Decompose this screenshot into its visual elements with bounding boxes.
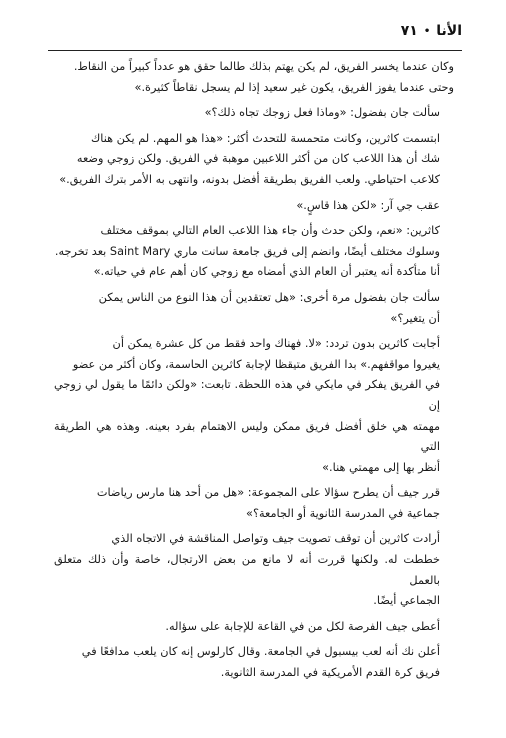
paragraph <box>54 529 454 611</box>
paragraph <box>54 483 454 524</box>
paragraph <box>54 196 454 217</box>
text-line: أرادت كاثرين أن توقف تصويت جيف وتواصل المناقشة في الاتجاه الذي <box>111 532 440 546</box>
body-text <box>54 57 454 684</box>
text-line: ابتسمت كاثرين، وكانت متحمسة للتحدث أكثر: «هذا هو المهم. لم يكن هناك <box>90 131 440 145</box>
text-line: أجابت كاثرين بدون تردد: «لا. فهناك واحد فقط من كل عشرة يمكن أن <box>112 337 440 351</box>
text-line: كلاعب احتياطي. ولعب الفريق بطريقة أفضل بدونه، وانتهى به الأمر بترك الفريق.» <box>59 172 440 186</box>
text-line: قرر جيف أن يطرح سؤالا على المجموعة: «هل من أحد هنا مارس رياضات <box>96 486 440 500</box>
text-line: خططت له. ولكنها قررت أنه لا مانع من بعض الارتجال، خاصة وأن ذلك متعلق بالعمل <box>54 553 440 587</box>
text-line: في الفريق يفكر في مايكي في هذه اللحظة. تابعت: «ولكن دائمًا ما يقول لي زوجي إن <box>54 378 440 412</box>
paragraph <box>54 642 454 683</box>
text-line: سألت جان بفضول: «وماذا فعل زوجك تجاه ذلك؟» <box>204 106 440 120</box>
header-separator: • <box>423 25 431 37</box>
paragraph <box>54 334 454 478</box>
chapter-title: الأنا <box>436 23 462 39</box>
text-line: كاثرين: «نعم، ولكن حدث وأن جاء هذا اللاعب العام التالي بموقف مختلف <box>100 224 440 238</box>
text-line: أن يتغير؟» <box>390 311 440 325</box>
text-line: وحتى عندما يفوز الفريق، يكون غير سعيد إذا لم يسجل نقاطاً كثيرة.» <box>134 80 454 94</box>
text-line: وكان عندما يخسر الفريق، لم يكن يهتم بذلك طالما حقق هو عدداً كبيراً من النقاط. <box>73 60 454 73</box>
paragraph <box>54 288 454 329</box>
text-line: عقب جي آر: «لكن هذا قاسٍ.» <box>296 198 440 212</box>
text-line: سألت جان بفضول مرة أخرى: «هل تعتقدين أن هذا النوع من الناس يمكن <box>98 290 440 304</box>
text-line: أعطى جيف الفرصة لكل من في القاعة للإجابة على سؤاله. <box>165 619 440 633</box>
text-line: أنظر بها إلى مهمتي هنا.» <box>322 460 440 474</box>
paragraph <box>54 221 454 283</box>
text-line: مهمته هي خلق أفضل فريق ممكن وليس الاهتمام بفرد بعينه. وهذه هي الطريقة التي <box>54 419 440 454</box>
text-line: وسلوك مختلف أيضًا، وانضم إلى فريق جامعة سانت ماري Saint Mary بعد تخرجه. <box>54 244 440 258</box>
paragraph <box>54 57 454 98</box>
text-line: فريق كرة القدم الأمريكية في المدرسة الثانوية. <box>220 666 440 680</box>
text-line: الجماعي أيضًا. <box>373 594 440 608</box>
text-line: أنا متأكدة أنه يعتبر أن العام الذي أمضاه مع زوجي كان أهم عام في حياته.» <box>93 265 440 279</box>
text-line: جماعية في المدرسة الثانوية أو الجامعة؟» <box>246 506 440 520</box>
header-rule <box>48 50 462 51</box>
page-number: ٧١ <box>400 23 418 39</box>
paragraph <box>54 617 454 638</box>
text-line: يغيروا مواقفهم.» بدا الفريق متيقظا لإجابة كاثرين الحاسمة، وكان أكثر من عضو <box>72 357 440 371</box>
text-line: شك أن هذا اللاعب كان من أكثر اللاعبين موهبة في الفريق. ولكن زوجي وضعه <box>76 152 440 166</box>
text-line: أعلن نك أنه لعب بيسبول في الجامعة. وقال كارلوس إنه كان يلعب مدافعًا في <box>81 645 440 659</box>
running-header <box>54 20 462 42</box>
paragraph <box>54 103 454 124</box>
paragraph <box>54 129 454 191</box>
